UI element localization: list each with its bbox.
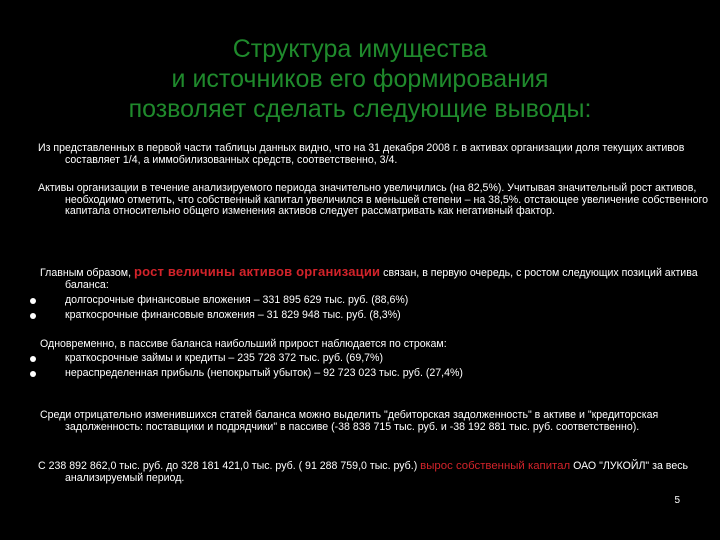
title-line-2: и источников его формирования xyxy=(171,65,549,93)
bullet-dot-icon xyxy=(30,313,36,319)
paragraph-liabilities-growth: Одновременно, в пассиве баланса наибольший прирост наблюдается по строкам: xyxy=(40,338,447,350)
p6-highlight: вырос собственный капитал xyxy=(420,460,571,472)
paragraph-assets-growth: Активы организации в течение анализируемого периода значительно увеличились (на 82,5%). Учитывая значительный рост активов, необходимо отметить, что собственный капитал увеличился в меньшей степени – на 38,5%. отстающее увеличение собственного капитала относительно общего изменения активов следует рассматривать как негативный фактор. xyxy=(38,182,709,218)
p3-highlight: рост величины активов организации xyxy=(133,264,381,279)
bullet-dot-icon xyxy=(30,371,36,377)
p3-after: связан, в первую очередь, с ростом следующих позиций актива баланса: xyxy=(65,267,698,291)
bullet-dot-icon xyxy=(30,298,36,304)
slide-title xyxy=(60,34,660,124)
p3-before: Главным образом, xyxy=(40,267,134,279)
page-number: 5 xyxy=(674,495,680,506)
bullet-text: краткосрочные займы и кредиты – 235 728 372 тыс. руб. (69,7%) xyxy=(65,352,383,364)
bullet-item xyxy=(30,353,690,365)
bullet-dot-icon xyxy=(30,356,36,362)
bullet-text: краткосрочные финансовые вложения – 31 829 948 тыс. руб. (8,3%) xyxy=(65,309,401,321)
title-line-1: Структура имущества xyxy=(232,35,488,63)
paragraph-current-assets: Из представленных в первой части таблицы данных видно, что на 31 декабря 2008 г. в активах организации доля текущих активов составляет 1/4, а иммобилизованных средств, соответственно, 3/4. xyxy=(38,142,685,166)
bullet-text: нераспределенная прибыль (непокрытый убыток) – 92 723 023 тыс. руб. (27,4%) xyxy=(65,367,463,379)
title-line-3: позволяет сделать следующие выводы: xyxy=(128,95,592,123)
p6-before: С 238 892 862,0 тыс. руб. до 328 181 421,0 тыс. руб. ( 91 288 759,0 тыс. руб.) xyxy=(38,460,421,472)
paragraph-assets-drivers xyxy=(40,266,713,291)
paragraph-equity-growth xyxy=(38,461,713,484)
bullet-text: долгосрочные финансовые вложения – 331 895 629 тыс. руб. (88,6%) xyxy=(65,294,409,306)
paragraph-negative-changes: Среди отрицательно изменившихся статей баланса можно выделить "дебиторская задолженность" в активе и "кредиторская задолженность: поставщики и подрядчики" в пассиве (-38 838 715 тыс. руб. и -38 192 881 тыс. руб. соответственно). xyxy=(40,409,659,433)
bullet-item xyxy=(30,368,690,380)
bullet-item xyxy=(30,310,690,322)
bullet-item xyxy=(30,295,690,307)
p6-after: ОАО "ЛУКОЙЛ" за весь анализируемый период. xyxy=(65,460,689,484)
